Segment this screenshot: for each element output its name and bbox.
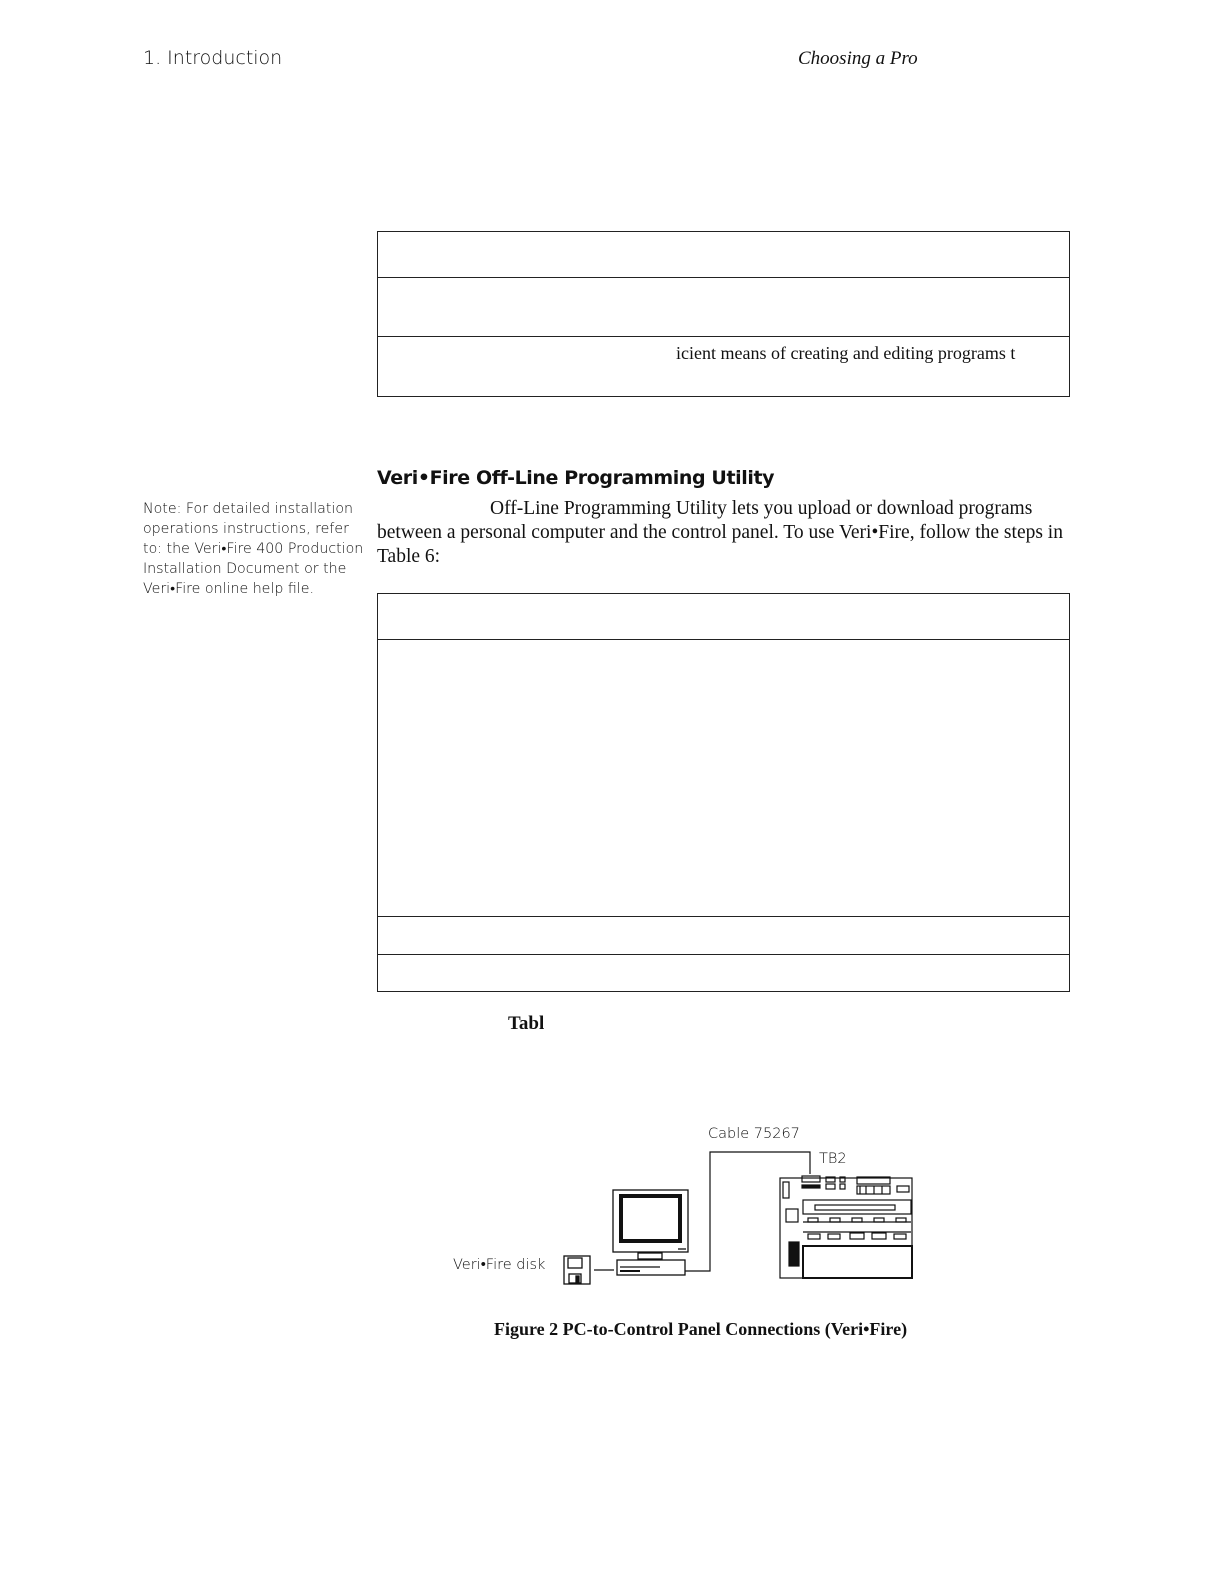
paragraph-line: Table 6:: [377, 546, 441, 567]
tb2-label: TB2: [819, 1151, 847, 1167]
section-heading: Veri•Fire Off-Line Programming Utility: [377, 467, 775, 489]
cable-label: Cable 75267: [708, 1126, 800, 1142]
table-cell-text: icient means of creating and editing programs t: [676, 343, 1016, 363]
table-6: [377, 593, 1070, 992]
paragraph-line: Off-Line Programming Utility lets you upload or download programs: [490, 498, 1033, 519]
computer-icon: [613, 1190, 688, 1275]
table-row: [378, 278, 1069, 337]
table-row: [378, 337, 1069, 396]
connection-diagram: [560, 1150, 920, 1285]
disk-label: Veri•Fire disk: [453, 1257, 546, 1273]
floppy-disk-icon: [564, 1256, 614, 1284]
table-row: [378, 232, 1069, 278]
table-caption: Tabl: [508, 1013, 545, 1034]
body-paragraph: [377, 497, 1077, 569]
table-row: [378, 917, 1069, 955]
table-1: [377, 231, 1070, 397]
paragraph-line: between a personal computer and the control panel. To use Veri•Fire, follow the steps in: [377, 522, 1063, 543]
control-panel-icon: [780, 1176, 912, 1278]
table-row: [378, 955, 1069, 991]
table-row: [378, 594, 1069, 640]
header-section-title: Choosing a Pro: [798, 48, 918, 69]
figure-caption: Figure 2 PC-to-Control Panel Connections (Veri•Fire): [494, 1319, 908, 1339]
margin-note: Note: For detailed installation operations instructions, refer to: the Veri•Fire 400 Production Installation Document or the Veri•Fire online help file.: [143, 501, 364, 597]
table-row: [378, 640, 1069, 917]
header-chapter: 1. Introduction: [143, 47, 283, 69]
